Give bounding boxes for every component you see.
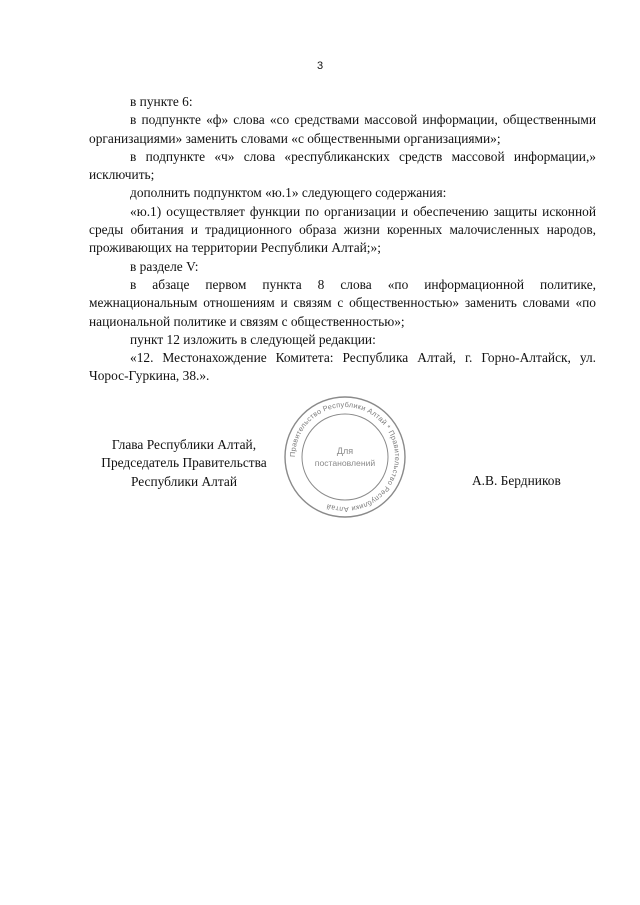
paragraph-7: в абзаце первом пункта 8 слова «по информационной политике, межнациональным отношениям и связям с общественностью» заменить словами «по национальной политике и связям с общественностью»; [89, 276, 596, 329]
paragraph-3: в подпункте «ч» слова «республиканских средств массовой информации,» исключить; [89, 148, 596, 183]
svg-text:Правительство Республики Алтай [288, 400, 402, 514]
stamp-center-line-1: Для [336, 446, 354, 456]
document-body [89, 93, 596, 386]
paragraph-5: «ю.1) осуществляет функции по организации и обеспечению защиты исконной среды обитания и традиционного образа жизни коренных малочисленных народов, проживающих на территории Республики Алтай;»; [89, 203, 596, 256]
signatory-title-line-3: Республики Алтай [130, 473, 237, 489]
stamp-ring-text: Правительство Республики Алтай * Правительство Республики Алтай [287, 399, 403, 515]
paragraph-1: в пункте 6: [130, 94, 193, 109]
signatory-name: А.В. Бердников [472, 473, 561, 488]
paragraph-4: дополнить подпунктом «ю.1» следующего содержания: [130, 185, 447, 201]
paragraph-2: в подпункте «ф» слова «со средствами массовой информации, общественными организациями» заменить словами «с общественными организациями»; [89, 112, 596, 146]
signatory-title [89, 436, 279, 491]
stamp-center-line-2: постановлений [314, 458, 376, 468]
stamp-outer-ring [285, 397, 405, 517]
stamp-inner-ring [302, 414, 388, 500]
official-stamp [282, 394, 408, 520]
paragraph-9: «12. Местонахождение Комитета: Республика Алтай, г. Горно-Алтайск, ул. Чорос-Гуркина, 38.». [89, 350, 596, 384]
paragraph-6: в разделе V: [130, 258, 199, 274]
page-number: 3 [316, 60, 324, 72]
paragraph-8: пункт 12 изложить в следующей редакции: [130, 331, 376, 347]
signatory-title-line-1: Глава Республики Алтай, [111, 437, 257, 452]
signatory-title-line-2: Председатель Правительства [101, 455, 267, 471]
